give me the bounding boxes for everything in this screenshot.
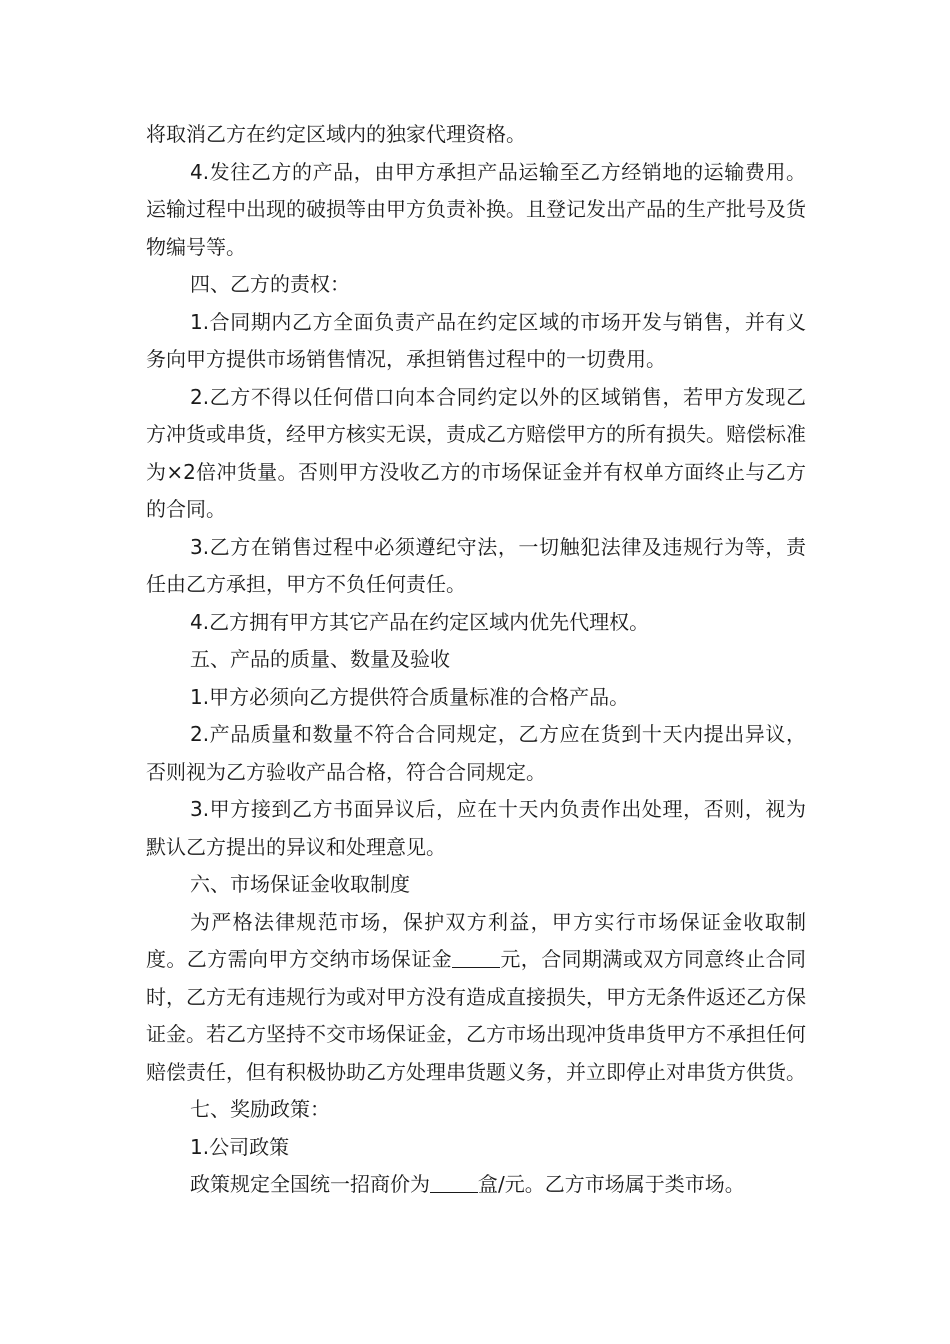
section-heading-deposit: 六、市场保证金收取制度 (190, 872, 410, 896)
clause-4-shipping: 4.发往乙方的产品，由甲方承担产品运输至乙方经销地的运输费用。运输过程中出现的破损等由甲方负责补换。且登记发出产品的生产批号及货物编号等。 (146, 159, 806, 259)
price-paragraph (146, 1166, 806, 1204)
clause-q-2: 2.产品质量和数量不符合合同规定，乙方应在货到十天内提出异议，否则视为乙方验收产品合格，符合合同规定。 (146, 722, 806, 784)
clause-b-3: 3.乙方在销售过程中必须遵纪守法，一切触犯法律及违规行为等，责任由乙方承担，甲方不负任何责任。 (146, 534, 806, 596)
company-policy-heading: 1.公司政策 (190, 1134, 290, 1159)
clause-b-4: 4.乙方拥有甲方其它产品在约定区域内优先代理权。 (190, 609, 650, 634)
clause-b-2: 2.乙方不得以任何借口向本合同约定以外的区域销售，若甲方发现乙方冲货或串货，经甲方核实无误，责成乙方赔偿甲方的所有损失。赔偿标准为×2倍冲货量。否则甲方没收乙方的市场保证金并有权单方面终止与乙方的合同。 (146, 384, 806, 521)
price-blank (430, 1172, 478, 1193)
price-text-before: 政策规定全国统一招商价为 (190, 1172, 430, 1196)
section-heading-party-b-rights: 四、乙方的责权： (190, 272, 350, 296)
paragraph-continuation: 将取消乙方在约定区域内的独家代理资格。 (146, 122, 526, 146)
clause-q-1: 1.甲方必须向乙方提供符合质量标准的合格产品。 (190, 684, 630, 709)
clause-q-3: 3.甲方接到乙方书面异议后，应在十天内负责作出处理，否则，视为默认乙方提出的异议和处理意见。 (146, 797, 806, 859)
clause-b-1: 1.合同期内乙方全面负责产品在约定区域的市场开发与销售，并有义务向甲方提供市场销售情况，承担销售过程中的一切费用。 (146, 309, 806, 371)
deposit-amount-blank (452, 947, 500, 968)
document-body (146, 116, 806, 1204)
deposit-text-before: 为严格法律规范市场，保护双方利益，甲方实行市场保证金收取制度。乙方需向甲方交纳市场保证金 (146, 909, 806, 971)
section-heading-quality: 五、产品的质量、数量及验收 (190, 647, 450, 671)
deposit-paragraph (146, 904, 806, 1092)
price-text-after: 盒/元。乙方市场属于类市场。 (478, 1172, 745, 1196)
section-heading-incentive: 七、奖励政策： (190, 1097, 330, 1121)
deposit-text-after: 元，合同期满或双方同意终止合同时，乙方无有违规行为或对甲方没有造成直接损失，甲方无条件返还乙方保证金。若乙方坚持不交市场保证金，乙方市场出现冲货串货甲方不承担任何赔偿责任，但有积极协助乙方处理串货题义务，并立即停止对串货方供货。 (146, 947, 806, 1084)
